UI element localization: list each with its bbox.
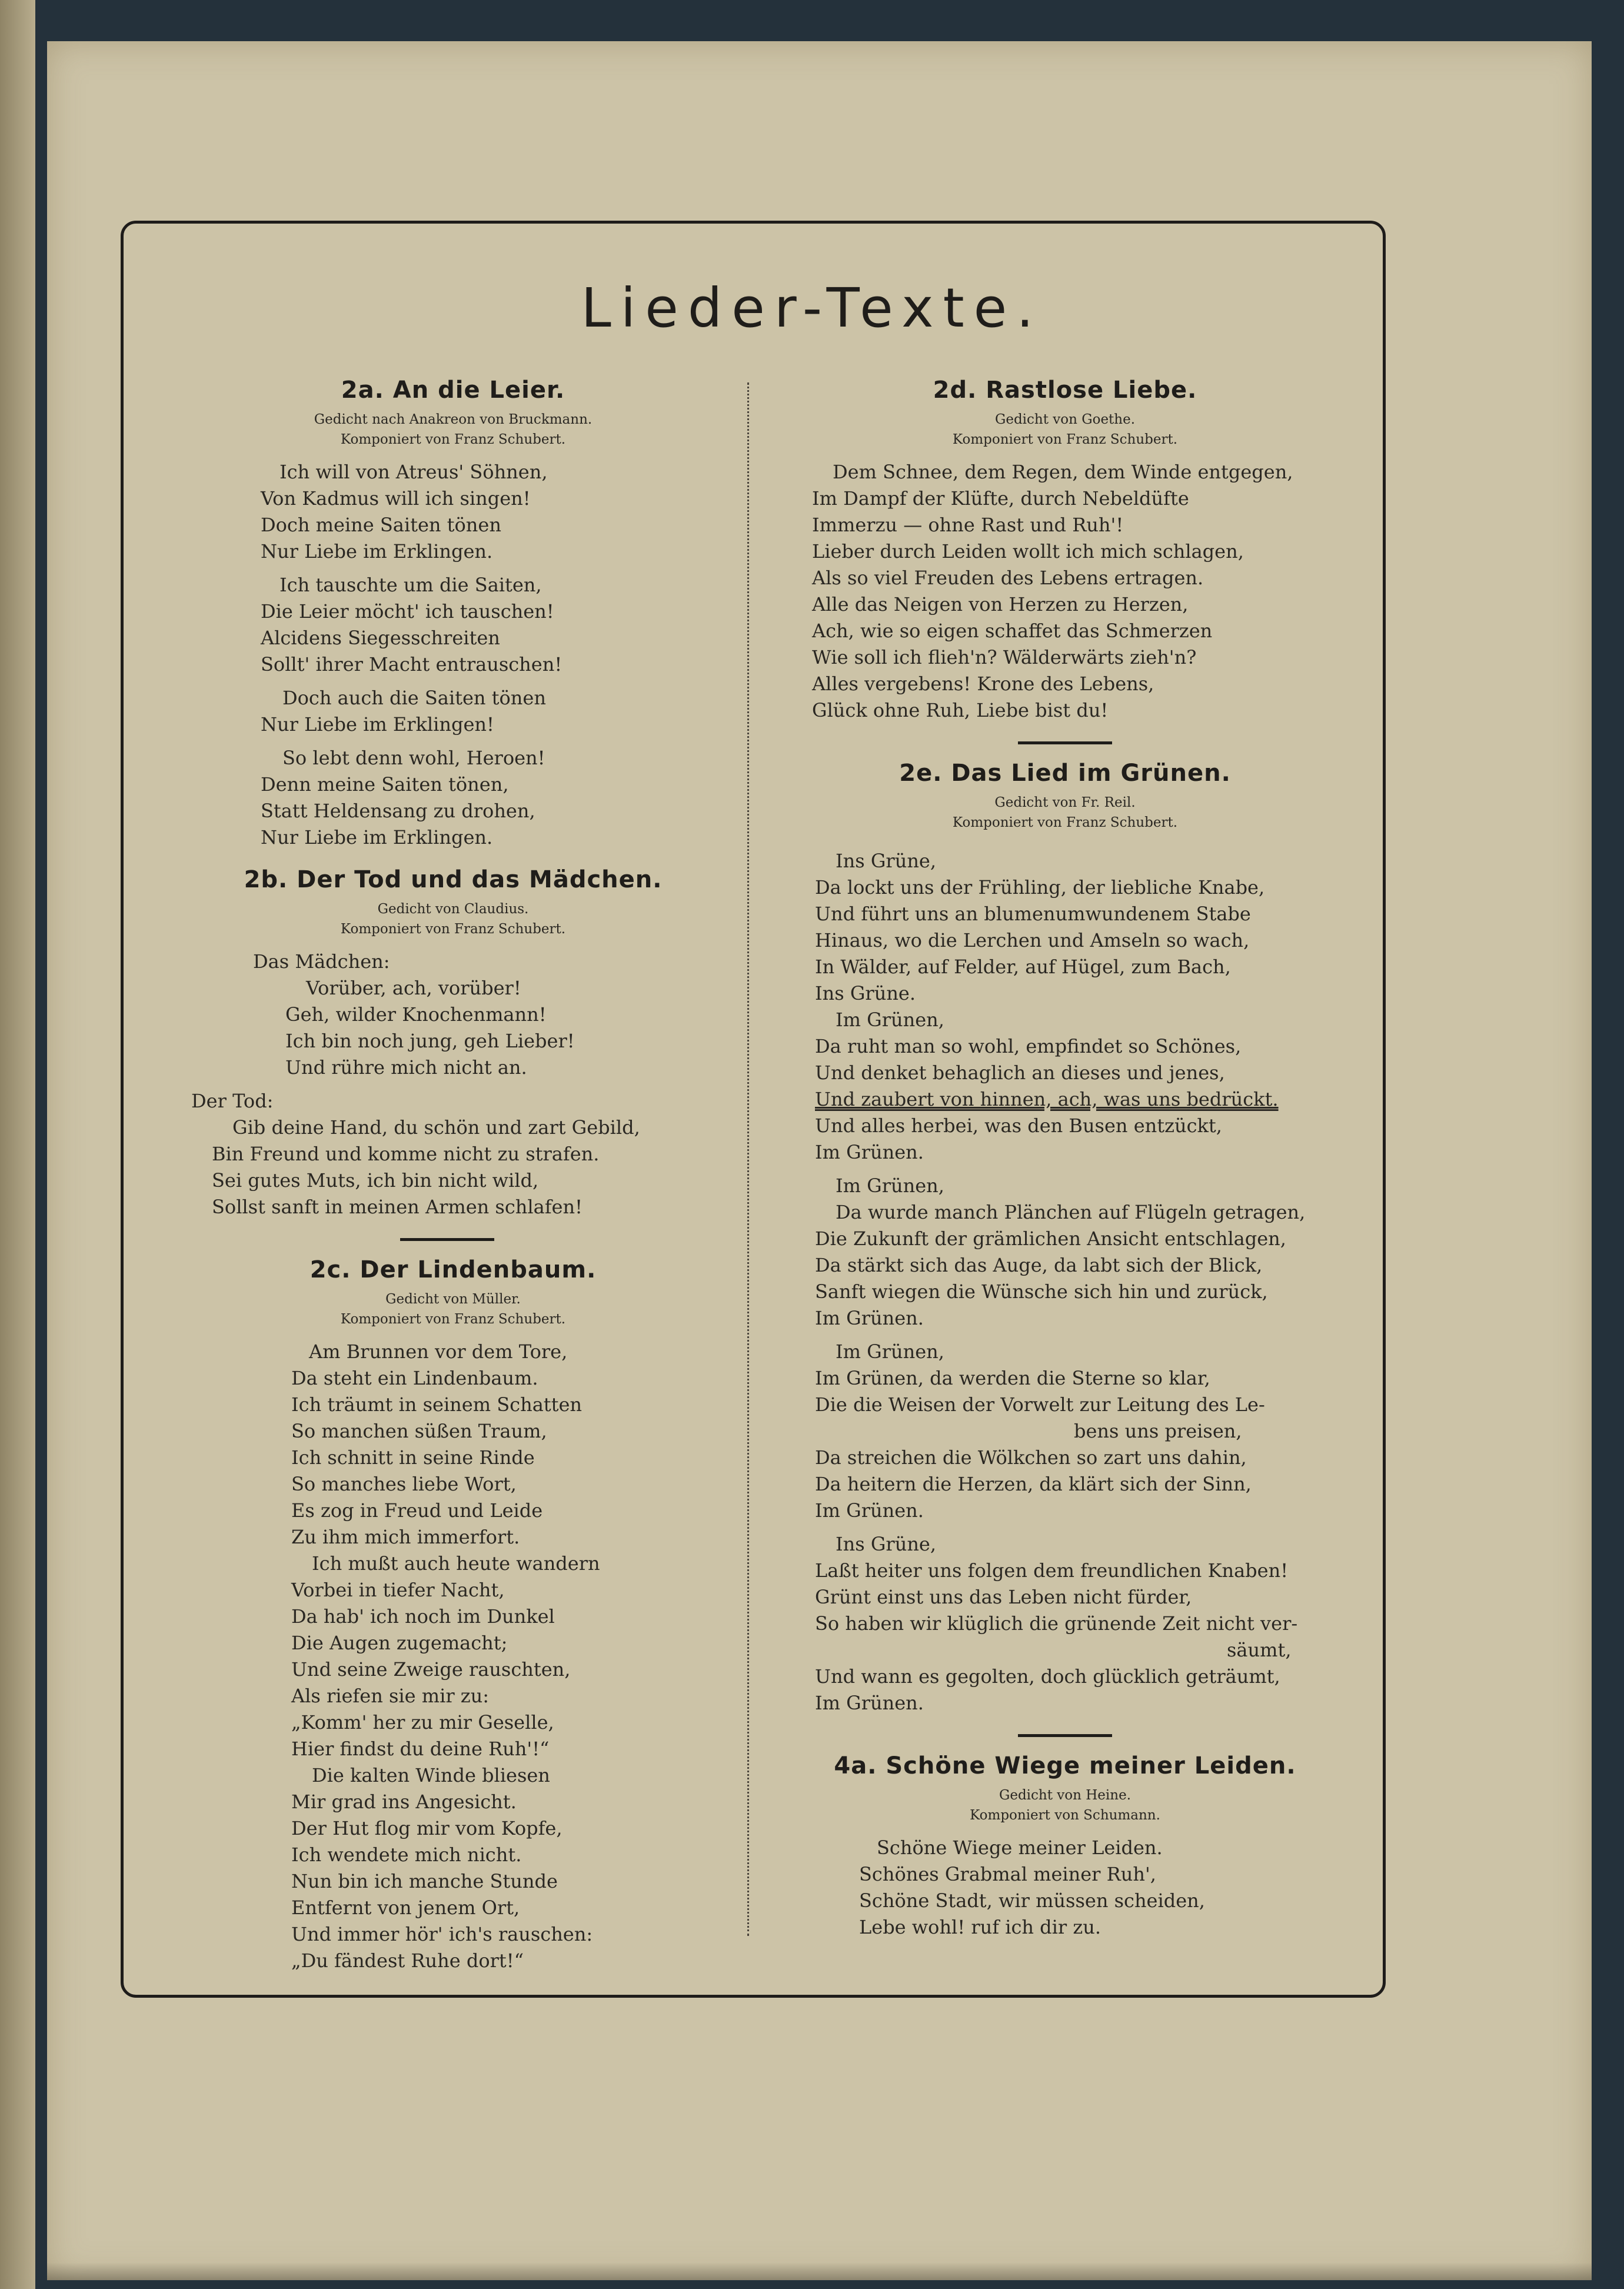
verse-line: Vorüber, ach, vorüber! bbox=[306, 977, 521, 999]
page-shadow bbox=[47, 2263, 1592, 2280]
verse-line: Denn meine Saiten tönen, bbox=[261, 773, 509, 796]
verse-line: Immerzu — ohne Rast und Ruh'! bbox=[812, 514, 1124, 536]
verse-line: Sollt' ihrer Macht entrauschen! bbox=[261, 653, 563, 676]
verse-line: Ins Grüne. bbox=[815, 982, 916, 1004]
song-heading: 2d. Rastlose Liebe. bbox=[933, 377, 1197, 404]
verse-line: Alles vergebens! Krone des Lebens, bbox=[812, 673, 1154, 695]
verse-line: Im Dampf der Klüfte, durch Nebeldüfte bbox=[812, 487, 1189, 510]
verse-line: Ich mußt auch heute wandern bbox=[312, 1552, 600, 1575]
song-credit: Komponiert von Franz Schubert. bbox=[340, 921, 566, 937]
verse-line: Ich will von Atreus' Söhnen, bbox=[279, 461, 548, 483]
verse-line: Die Leier möcht' ich tauschen! bbox=[261, 600, 554, 623]
verse-line: Und rühre mich nicht an. bbox=[285, 1056, 527, 1079]
verse-line: Nur Liebe im Erklingen. bbox=[261, 540, 493, 563]
verse-line: Ich träumt in seinem Schatten bbox=[291, 1393, 583, 1416]
verse-line: Ich schnitt in seine Rinde bbox=[291, 1446, 535, 1469]
verse-line: Wie soll ich flieh'n? Wälderwärts zieh'n? bbox=[812, 646, 1197, 668]
verse-line: Lebe wohl! ruf ich dir zu. bbox=[859, 1916, 1101, 1938]
verse-line: Der Hut flog mir vom Kopfe, bbox=[291, 1817, 563, 1839]
verse-line: Dem Schnee, dem Regen, dem Winde entgegen, bbox=[833, 461, 1293, 483]
verse-line: Da hab' ich noch im Dunkel bbox=[291, 1605, 555, 1628]
verse-line: Und denket behaglich an dieses und jenes, bbox=[815, 1062, 1225, 1084]
song-lines bbox=[159, 459, 747, 851]
song-credit: Gedicht von Goethe. bbox=[994, 412, 1136, 427]
verse-line: Im Grünen, bbox=[836, 1009, 944, 1031]
verse-line: Doch auch die Saiten tönen bbox=[282, 687, 546, 709]
verse-line: Und alles herbei, was den Busen entzückt, bbox=[815, 1114, 1222, 1137]
binding-edge bbox=[0, 0, 35, 2289]
verse-line: Da streichen die Wölkchen so zart uns dahin, bbox=[815, 1446, 1247, 1469]
verse-line: Sanft wiegen die Wünsche sich hin und zurück, bbox=[815, 1280, 1268, 1303]
song-credit: Gedicht von Müller. bbox=[385, 1292, 521, 1307]
section-rule bbox=[1018, 1734, 1112, 1737]
verse-line: Die Augen zugemacht; bbox=[291, 1632, 508, 1654]
verse-line: Sei gutes Muts, ich bin nicht wild, bbox=[212, 1169, 539, 1192]
verse-line: Mir grad ins Angesicht. bbox=[291, 1791, 517, 1813]
verse-line: „Du fändest Ruhe dort!“ bbox=[291, 1949, 524, 1972]
verse-line: Und führt uns an blumenumwundenem Stabe bbox=[815, 903, 1251, 925]
verse-line: Da ruht man so wohl, empfindet so Schönes, bbox=[815, 1035, 1242, 1057]
song-heading: 2c. Der Lindenbaum. bbox=[310, 1256, 597, 1283]
verse-line: Hinaus, wo die Lerchen und Amseln so wach, bbox=[815, 929, 1250, 951]
verse-line: Und immer hör' ich's rauschen: bbox=[291, 1923, 593, 1945]
song-heading: 2a. An die Leier. bbox=[341, 377, 565, 404]
speaker-label: Das Mädchen: bbox=[253, 950, 390, 973]
verse-line: Vorbei in tiefer Nacht, bbox=[291, 1579, 505, 1601]
verse-line: Die die Weisen der Vorwelt zur Leitung des Le- bbox=[815, 1393, 1265, 1416]
song-der-lindenbaum bbox=[159, 1256, 747, 1974]
verse-line: Da stärkt sich das Auge, da labt sich der Blick, bbox=[815, 1254, 1263, 1276]
verse-line: Sollst sanft in meinen Armen schlafen! bbox=[212, 1196, 583, 1218]
verse-line: Als so viel Freuden des Lebens ertragen. bbox=[812, 567, 1204, 589]
song-das-lied-im-gruenen bbox=[788, 760, 1342, 1716]
song-heading: 2b. Der Tod und das Mädchen. bbox=[244, 866, 663, 893]
song-credit: Gedicht von Heine. bbox=[999, 1788, 1132, 1803]
verse-line: Im Grünen, da werden die Sterne so klar, bbox=[815, 1367, 1210, 1389]
verse-line: Nur Liebe im Erklingen. bbox=[261, 826, 493, 849]
verse-line: Schöne Wiege meiner Leiden. bbox=[877, 1836, 1163, 1859]
page-title: Lieder-Texte. bbox=[581, 277, 1043, 340]
left-column bbox=[159, 377, 747, 1982]
song-credit: Komponiert von Franz Schubert. bbox=[340, 1312, 566, 1327]
song-lines bbox=[788, 459, 1342, 724]
section-rule bbox=[1018, 741, 1112, 744]
verse-line: Nun bin ich manche Stunde bbox=[291, 1870, 558, 1892]
verse-line: Die Zukunft der grämlichen Ansicht entschlagen, bbox=[815, 1227, 1286, 1250]
verse-line: Im Grünen, bbox=[836, 1340, 944, 1363]
verse-line: Es zog in Freud und Leide bbox=[291, 1499, 543, 1522]
song-an-die-leier bbox=[159, 377, 747, 851]
verse-line: In Wälder, auf Felder, auf Hügel, zum Bach, bbox=[815, 956, 1231, 978]
verse-line: Im Grünen. bbox=[815, 1307, 924, 1329]
song-lines bbox=[788, 848, 1342, 1716]
verse-line: Statt Heldensang zu drohen, bbox=[261, 800, 535, 822]
verse-line: Da wurde manch Plänchen auf Flügeln getragen, bbox=[836, 1201, 1306, 1223]
song-credit: Gedicht nach Anakreon von Bruckmann. bbox=[314, 412, 593, 427]
column-divider bbox=[747, 382, 749, 1936]
song-credit: Komponiert von Franz Schubert. bbox=[340, 432, 566, 447]
verse-line: Glück ohne Ruh, Liebe bist du! bbox=[812, 699, 1109, 721]
verse-line: säumt, bbox=[1227, 1639, 1292, 1661]
verse-line: Im Grünen. bbox=[815, 1141, 924, 1163]
verse-line: Alle das Neigen von Herzen zu Herzen, bbox=[812, 593, 1189, 615]
section-rule bbox=[400, 1238, 494, 1241]
verse-line: Nur Liebe im Erklingen! bbox=[261, 713, 494, 736]
verse-line: Grünt einst uns das Leben nicht fürder, bbox=[815, 1586, 1192, 1608]
verse-line: Und seine Zweige rauschten, bbox=[291, 1658, 571, 1681]
verse-line: So manches liebe Wort, bbox=[291, 1473, 517, 1495]
verse-line: Am Brunnen vor dem Tore, bbox=[309, 1340, 568, 1363]
verse-line: Doch meine Saiten tönen bbox=[261, 514, 501, 536]
song-heading: 4a. Schöne Wiege meiner Leiden. bbox=[834, 1752, 1296, 1779]
song-der-tod-und-das-maedchen bbox=[159, 866, 747, 1220]
verse-line: Schöne Stadt, wir müssen scheiden, bbox=[859, 1889, 1205, 1912]
verse-line: So haben wir klüglich die grünende Zeit nicht ver- bbox=[815, 1612, 1298, 1635]
verse-line: Lieber durch Leiden wollt ich mich schlagen, bbox=[812, 540, 1244, 563]
verse-line: Ins Grüne, bbox=[836, 1533, 937, 1555]
song-credit: Gedicht von Fr. Reil. bbox=[994, 795, 1136, 810]
verse-line: Von Kadmus will ich singen! bbox=[261, 487, 531, 510]
song-rastlose-liebe bbox=[788, 377, 1342, 724]
right-column bbox=[788, 377, 1342, 1949]
verse-line: Als riefen sie mir zu: bbox=[291, 1685, 490, 1707]
verse-line: Im Grünen. bbox=[815, 1499, 924, 1522]
verse-line: Und wann es gegolten, doch glücklich geträumt, bbox=[815, 1665, 1280, 1688]
song-credit: Komponiert von Franz Schubert. bbox=[952, 815, 1178, 830]
song-lines bbox=[159, 1339, 747, 1974]
song-credit: Komponiert von Franz Schubert. bbox=[952, 432, 1178, 447]
verse-line: Laßt heiter uns folgen dem freundlichen Knaben! bbox=[815, 1559, 1289, 1582]
verse-line: Ach, wie so eigen schaffet das Schmerzen bbox=[812, 620, 1213, 642]
verse-line: Im Grünen. bbox=[815, 1692, 924, 1714]
song-credit: Komponiert von Schumann. bbox=[970, 1808, 1160, 1823]
verse-line: Und zaubert von hinnen, ach, was uns bedrückt. bbox=[815, 1088, 1279, 1110]
verse-line: Da steht ein Lindenbaum. bbox=[291, 1367, 538, 1389]
verse-line: „Komm' her zu mir Geselle, bbox=[291, 1711, 554, 1734]
verse-line: So lebt denn wohl, Heroen! bbox=[282, 747, 545, 769]
verse-line: Ins Grüne, bbox=[836, 850, 937, 872]
verse-line: Geh, wilder Knochenmann! bbox=[285, 1003, 547, 1026]
verse-line: Schönes Grabmal meiner Ruh', bbox=[859, 1863, 1156, 1885]
verse-line: Die kalten Winde bliesen bbox=[312, 1764, 550, 1786]
verse-line: Ich wendete mich nicht. bbox=[291, 1844, 522, 1866]
song-credit: Gedicht von Claudius. bbox=[377, 901, 529, 917]
verse-line: Zu ihm mich immerfort. bbox=[291, 1526, 520, 1548]
verse-line: Alcidens Siegesschreiten bbox=[261, 627, 500, 649]
verse-line: bens uns preisen, bbox=[1074, 1420, 1242, 1442]
verse-line: So manchen süßen Traum, bbox=[291, 1420, 547, 1442]
verse-line: Gib deine Hand, du schön und zart Gebild, bbox=[232, 1116, 640, 1139]
song-schoene-wiege bbox=[788, 1752, 1342, 1941]
verse-line: Entfernt von jenem Ort, bbox=[291, 1897, 520, 1919]
verse-line: Da lockt uns der Frühling, der liebliche Knabe, bbox=[815, 876, 1265, 899]
verse-line: Da heitern die Herzen, da klärt sich der Sinn, bbox=[815, 1473, 1252, 1495]
speaker-label: Der Tod: bbox=[191, 1090, 274, 1112]
song-lines bbox=[788, 1835, 1342, 1941]
song-lines bbox=[159, 949, 747, 1220]
song-heading: 2e. Das Lied im Grünen. bbox=[899, 760, 1231, 787]
verse-line: Ich tauschte um die Saiten, bbox=[279, 574, 542, 596]
verse-line: Hier findst du deine Ruh'!“ bbox=[291, 1738, 550, 1760]
verse-line: Ich bin noch jung, geh Lieber! bbox=[285, 1030, 575, 1052]
verse-line: Bin Freund und komme nicht zu strafen. bbox=[212, 1143, 600, 1165]
verse-line: Im Grünen, bbox=[836, 1175, 944, 1197]
